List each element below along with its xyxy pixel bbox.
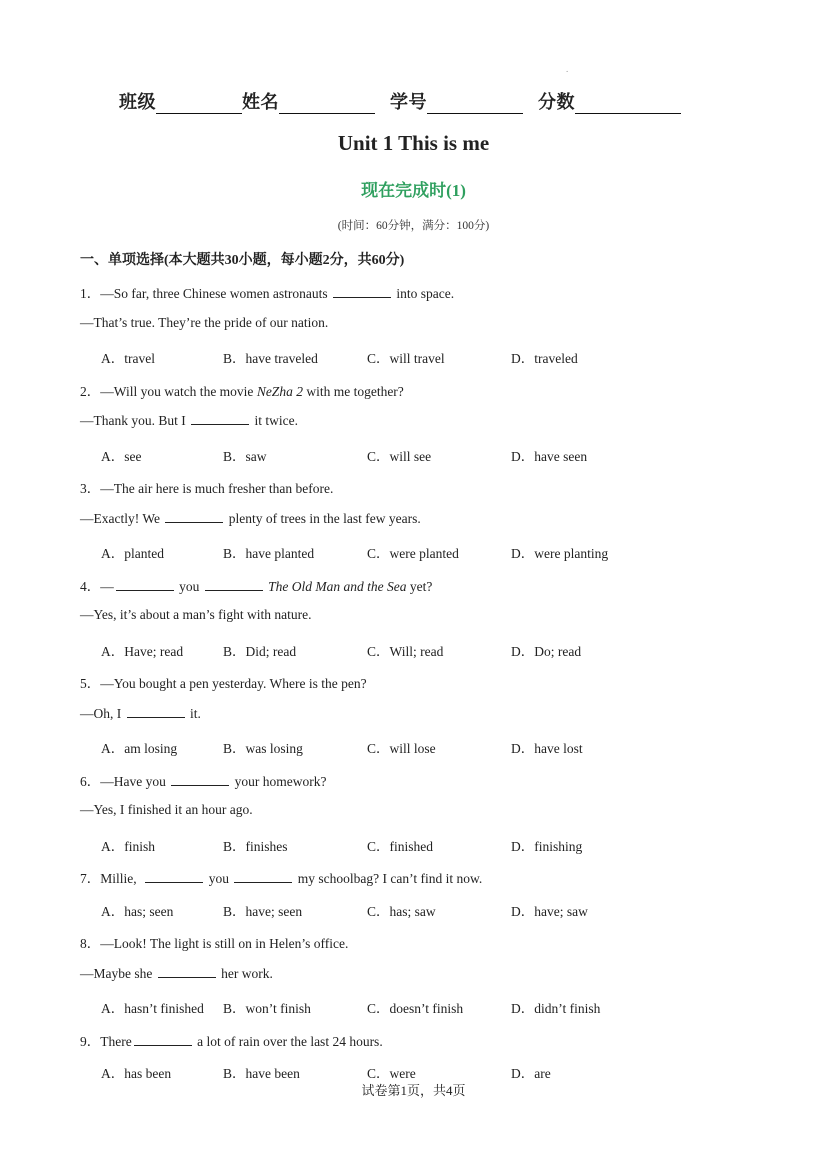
option-d[interactable]: D．have; saw <box>511 904 588 919</box>
question-8-stem: 8．—Look! The light is still on in Helen’s office. <box>80 936 349 951</box>
answer-blank[interactable] <box>191 412 249 425</box>
option-c[interactable]: C．were <box>367 1066 416 1081</box>
option-d[interactable]: D．were planting <box>511 546 609 561</box>
option-a[interactable]: A．see <box>101 449 142 464</box>
option-d[interactable]: D．are <box>511 1066 551 1081</box>
page-dot: . <box>566 64 569 74</box>
option-b[interactable]: B．finishes <box>223 839 288 854</box>
name-label: 姓名 <box>242 92 279 112</box>
option-a[interactable]: A．has; seen <box>101 904 174 919</box>
question-4-reply: —Yes, it’s about a man’s fight with nature. <box>80 607 312 622</box>
question-2-stem: 2．—Will you watch the movie NeZha 2 with me together? <box>80 384 404 399</box>
option-b[interactable]: B．was losing <box>223 741 303 756</box>
number-blank[interactable] <box>427 93 523 114</box>
class-blank[interactable] <box>156 93 242 114</box>
option-d[interactable]: D．didn’t finish <box>511 1001 601 1016</box>
class-label: 班级 <box>119 92 156 112</box>
question-6-stem: 6．—Have you your homework? <box>80 774 327 789</box>
option-b[interactable]: B．won’t finish <box>223 1001 311 1016</box>
time-note: (时间：60分钟，满分：100分) <box>337 220 490 232</box>
option-c[interactable]: C．has; saw <box>367 904 436 919</box>
option-a[interactable]: A．finish <box>101 839 155 854</box>
option-a[interactable]: A．hasn’t finished <box>101 1001 204 1016</box>
student-info-line <box>119 88 681 114</box>
page-title: Unit 1 This is me <box>337 131 490 155</box>
option-b[interactable]: B．saw <box>223 449 267 464</box>
question-4-stem: 4．— you The Old Man and the Sea yet? <box>80 579 433 594</box>
option-c[interactable]: C．will lose <box>367 741 436 756</box>
option-b[interactable]: B．Did; read <box>223 644 297 659</box>
question-6-reply: —Yes, I finished it an hour ago. <box>80 802 253 817</box>
page-footer: 试卷第1页，共4页 <box>361 1083 466 1098</box>
question-5-stem: 5．—You bought a pen yesterday. Where is the pen? <box>80 676 367 691</box>
option-c[interactable]: C．will see <box>367 449 432 464</box>
option-c[interactable]: C．were planted <box>367 546 459 561</box>
option-d[interactable]: D．traveled <box>511 351 578 366</box>
option-a[interactable]: A．has been <box>101 1066 172 1081</box>
option-a[interactable]: A．planted <box>101 546 164 561</box>
answer-blank[interactable] <box>171 773 229 786</box>
answer-blank[interactable] <box>205 578 263 591</box>
answer-blank[interactable] <box>134 1033 192 1046</box>
question-5-reply: —Oh, I it. <box>80 706 201 721</box>
question-8-reply: —Maybe she her work. <box>80 966 273 981</box>
option-b[interactable]: B．have planted <box>223 546 315 561</box>
question-7-stem: 7．Millie, you my schoolbag? I can’t find it now. <box>80 871 483 886</box>
option-c[interactable]: C．will travel <box>367 351 445 366</box>
answer-blank[interactable] <box>127 705 185 718</box>
number-label: 学号 <box>390 92 427 112</box>
question-3-stem: 3．—The air here is much fresher than before. <box>80 481 334 496</box>
option-b[interactable]: B．have; seen <box>223 904 303 919</box>
option-b[interactable]: B．have traveled <box>223 351 318 366</box>
option-a[interactable]: A．travel <box>101 351 155 366</box>
answer-blank[interactable] <box>145 870 203 883</box>
option-c[interactable]: C．doesn’t finish <box>367 1001 464 1016</box>
section-title: 一、单项选择(本大题共30小题，每小题2分，共60分) <box>80 253 405 268</box>
answer-blank[interactable] <box>158 965 216 978</box>
page-subtitle: 现在完成时(1) <box>361 181 466 200</box>
option-d[interactable]: D．finishing <box>511 839 583 854</box>
answer-blank[interactable] <box>165 510 223 523</box>
option-b[interactable]: B．have been <box>223 1066 300 1081</box>
option-c[interactable]: C．finished <box>367 839 433 854</box>
option-d[interactable]: D．have seen <box>511 449 588 464</box>
answer-blank[interactable] <box>333 285 391 298</box>
option-a[interactable]: A．Have; read <box>101 644 184 659</box>
answer-blank[interactable] <box>116 578 174 591</box>
score-label: 分数 <box>538 92 575 112</box>
option-d[interactable]: D．Do; read <box>511 644 582 659</box>
question-1-stem: 1．—So far, three Chinese women astronauts into space. <box>80 286 455 301</box>
answer-blank[interactable] <box>234 870 292 883</box>
question-2-reply: —Thank you. But I it twice. <box>80 413 298 428</box>
question-1-reply: —That’s true. They’re the pride of our nation. <box>80 315 329 330</box>
question-3-reply: —Exactly! We plenty of trees in the last few years. <box>80 511 421 526</box>
question-9-stem: 9．There a lot of rain over the last 24 hours. <box>80 1034 383 1049</box>
option-a[interactable]: A．am losing <box>101 741 178 756</box>
score-blank[interactable] <box>575 93 681 114</box>
name-blank[interactable] <box>279 93 375 114</box>
option-d[interactable]: D．have lost <box>511 741 583 756</box>
option-c[interactable]: C．Will; read <box>367 644 444 659</box>
